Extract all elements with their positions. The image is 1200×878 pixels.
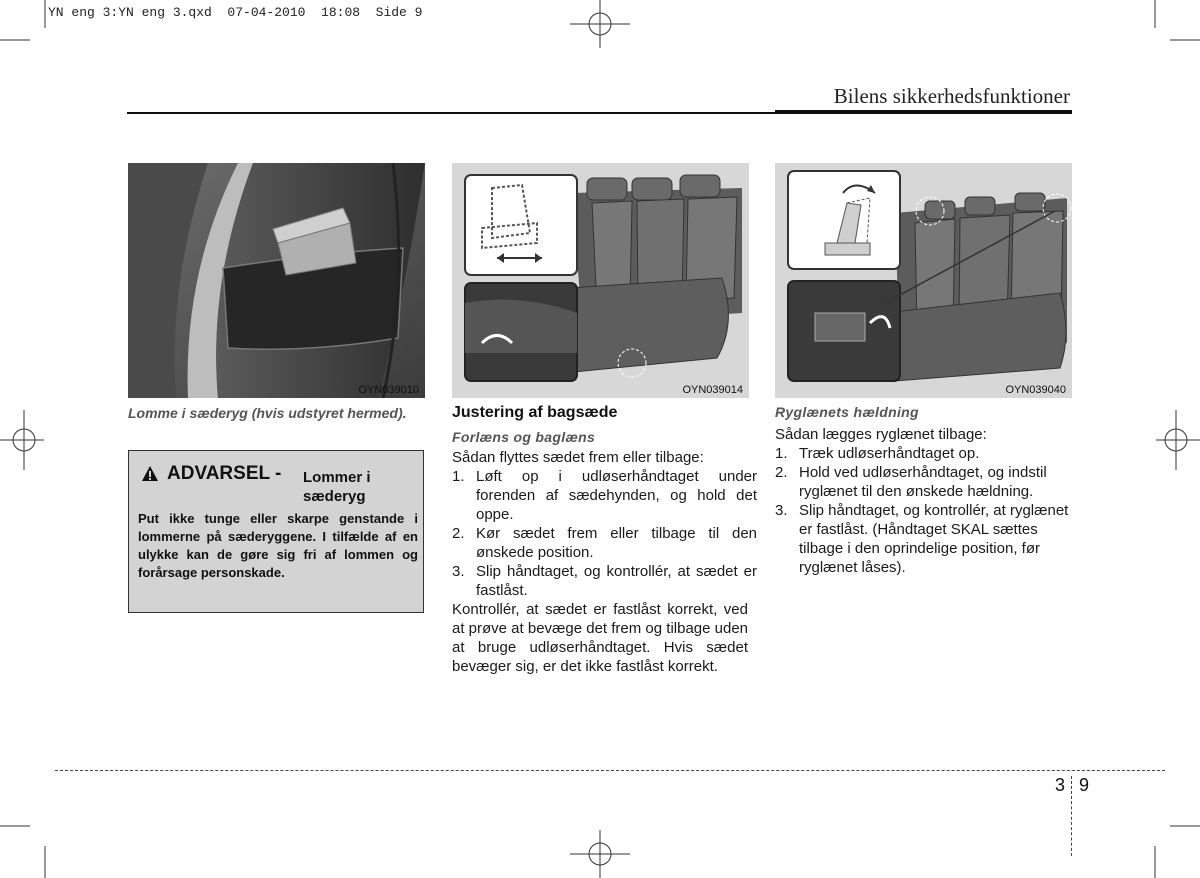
step-list xyxy=(775,444,1072,577)
step-text: Kør sædet frem eller tilbage til den ønskede position. xyxy=(476,525,757,561)
page-number xyxy=(1055,775,1089,796)
step-text: Løft op i udløserhåndtaget under forenden af sædehynden, og hold det oppe. xyxy=(476,468,757,523)
warning-box xyxy=(128,450,424,613)
step-text: Træk udløserhåndtaget op. xyxy=(799,445,980,462)
step-number: 2. xyxy=(775,464,788,481)
warning-subject-line1: Lommer i xyxy=(303,469,371,486)
step-number: 2. xyxy=(452,525,465,542)
section-heading: Justering af bagsæde xyxy=(452,404,618,421)
step-number: 3. xyxy=(452,563,465,580)
intro-text: Sådan flyttes sædet frem eller tilbage: xyxy=(452,449,704,466)
section-body xyxy=(775,425,1072,577)
list-item xyxy=(775,444,1072,463)
footer-vertical-rule xyxy=(1071,796,1072,856)
figure-seat-slide xyxy=(452,163,749,398)
chapter-number: 3 xyxy=(1055,775,1066,795)
step-number: 3. xyxy=(775,502,788,519)
footer-rule xyxy=(55,770,1165,771)
header-rule-accent xyxy=(775,110,1072,114)
seatback-pocket-illustration xyxy=(128,163,425,398)
figure-code: OYN039010 xyxy=(358,384,419,396)
check-paragraph: Kontrollér, at sædet er fastlåst korrekt, ved at prøve at bevæge det frem og tilbage uden at bruge udløserhåndtaget. Hvis sædet bevæger sig, er det ikke fastlåst korrekt. xyxy=(452,601,749,675)
section-subheading: Ryglænets hældning xyxy=(775,404,919,420)
figure-backrest-recline xyxy=(775,163,1072,398)
intro-text: Sådan lægges ryglænet tilbage: xyxy=(775,426,987,443)
list-item xyxy=(452,524,757,562)
warning-subject xyxy=(303,468,371,506)
print-slug: YN eng 3:YN eng 3.qxd 07-04-2010 18:08 Side 9 xyxy=(48,5,423,20)
list-item xyxy=(775,501,1072,577)
step-text: Hold ved udløserhåndtaget, og indstil ryglænet til den ønskede hældning. xyxy=(799,464,1047,500)
section-body xyxy=(452,448,757,676)
list-item xyxy=(452,562,757,600)
figure-caption: Lomme i sæderyg (hvis udstyret hermed). xyxy=(128,405,407,421)
section-subheading: Forlæns og baglæns xyxy=(452,429,596,445)
chapter-title: Bilens sikkerhedsfunktioner xyxy=(833,84,1070,108)
list-item xyxy=(452,467,757,524)
step-text: Slip håndtaget, og kontrollér, at sædet er fastlåst. xyxy=(476,563,757,599)
page-separator xyxy=(1071,776,1073,794)
step-number: 1. xyxy=(775,445,788,462)
warning-triangle-icon xyxy=(141,465,159,482)
figure-code: OYN039040 xyxy=(1005,384,1066,396)
step-list xyxy=(452,467,757,600)
step-number: 1. xyxy=(452,468,465,485)
page-number-value: 9 xyxy=(1079,775,1090,795)
warning-body: Put ikke tunge eller skarpe genstande i lommerne på sæderyggene. I tilfælde af en ulykke kan de gøre sig fri af lommen og forårsage personskade. xyxy=(138,511,418,580)
backrest-recline-illustration xyxy=(775,163,1072,398)
warning-subject-line2: sæderyg xyxy=(303,488,366,505)
seat-slide-illustration xyxy=(452,163,749,398)
figure-seatback-pocket xyxy=(128,163,425,398)
list-item xyxy=(775,463,1072,501)
figure-code: OYN039014 xyxy=(682,384,743,396)
step-text: Slip håndtaget, og kontrollér, at ryglænet er fastlåst. (Håndtaget SKAL sættes tilbage i den oprindelige position, før ryglænet låses). xyxy=(799,502,1069,576)
warning-title: ADVARSEL - xyxy=(167,463,282,484)
